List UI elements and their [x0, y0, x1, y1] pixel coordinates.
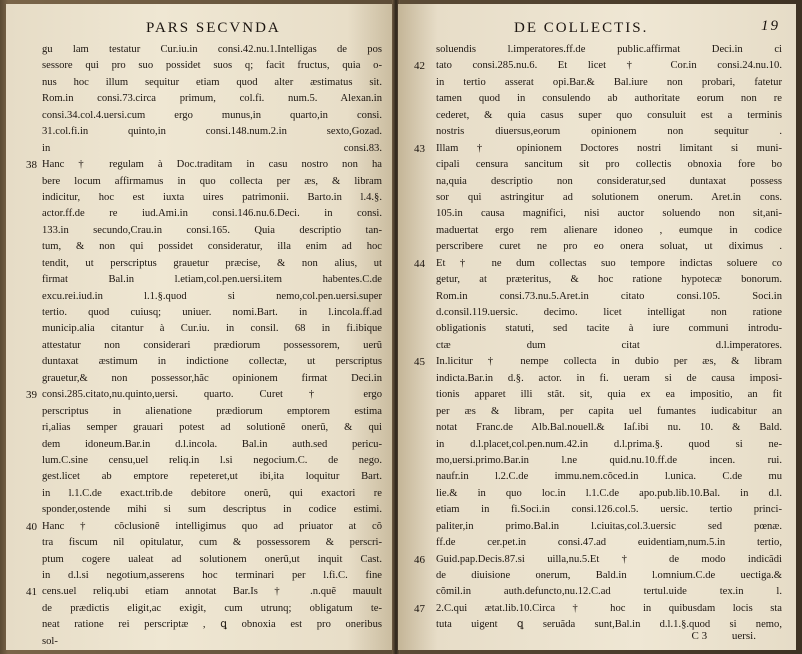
line-text: firmat Bal.in l.etiam,col.pen.uersi.item habentes.C.de [42, 274, 382, 286]
text-line [26, 371, 382, 387]
line-text: tionis apparet illi stãt. sit, quia ex ea impositio, an fit [436, 389, 782, 401]
page-number: 19 [761, 18, 780, 34]
line-text: notat Franc.de Alb.Bal.nouell.& Iaſ.ibi nu. 10. & Bald. [436, 422, 782, 434]
text-line [26, 634, 382, 650]
line-text: de prædictis eligit,ac exigit, cum utrunq; obligatum te- [42, 602, 382, 614]
line-text: gu lam testatur Cur.iu.in consi.42.nu.1.Intelligas de pos [42, 44, 382, 55]
line-text: soluendis l.imperatores.ff.de public.affirmat Deci.in ci [436, 44, 782, 55]
line-text: gest.licet ab emptore repeteret,ut ibi,ita loquitur Bart. [42, 471, 382, 483]
text-line [26, 502, 382, 518]
text-line [414, 141, 782, 157]
line-text: tum, & non qui possidet consideratur, illa enim ad hoc [42, 241, 382, 253]
marginal-number: 39 [26, 389, 37, 402]
text-line [414, 338, 782, 354]
line-text: ff.de cer.pet.in consi.47.ad euidentiam,num.5.in tertio, [436, 537, 782, 549]
line-text: in consi.83. [42, 142, 382, 154]
left-text-block [26, 42, 382, 650]
text-line [26, 568, 382, 584]
line-text: cõmil.in auth.defuncto,nu.12.C.ad tertul.uide tex.in l. [436, 586, 782, 598]
line-text: tamen quod in consulendo ab authoritate eorum non re [436, 93, 782, 105]
line-text: lie.& in quo loc.in l.1.C.de apo.pub.lib.10.Bal. in d.l. [436, 487, 782, 499]
line-text: in d.l.si negotium,asserens hoc terminari per l.fi.C. fine [42, 570, 382, 581]
text-line [26, 338, 382, 354]
line-text: consi.34.col.4.uersi.cum ergo munus,in quarto,in consi. [42, 109, 382, 121]
left-page-title: PARS SECVNDA [146, 20, 281, 36]
right-text-block [414, 42, 782, 634]
text-line [414, 321, 782, 337]
text-line [26, 141, 382, 157]
line-text: sol- [42, 635, 58, 647]
text-line [26, 42, 382, 58]
text-line [414, 486, 782, 502]
text-line [26, 239, 382, 255]
line-text: tendit, ut perscriptus grauetur præcise, & non alius, ut [42, 257, 382, 269]
line-text: indicitur, hoc est iuxta uires patrimonii. Barto.in l.4.§. [42, 191, 382, 203]
left-running-head [26, 18, 382, 42]
signature-mark: C 3 [691, 630, 708, 642]
text-line [26, 256, 382, 272]
page-footer [670, 630, 756, 642]
line-text: tra fiscum nil opitulatur, cum & possessorem & perscri- [42, 537, 382, 549]
line-text: cederet, & quia casus super quo consuluit est a terminis [436, 109, 782, 121]
text-line [414, 371, 782, 387]
text-line [26, 157, 382, 173]
line-text: perscriptus in alienatione prædiorum emptorem estima [42, 405, 382, 417]
text-line [414, 404, 782, 420]
text-line [414, 535, 782, 551]
marginal-number: 41 [26, 586, 37, 599]
line-text: duntaxat æstimum in indictione collectæ, ut perscriptus [42, 356, 382, 368]
text-line [414, 584, 782, 600]
line-text: tuta uigent ꝗ seruãda sunt,Bal.in d.l.1.§.quod si nemo, [436, 619, 782, 631]
text-line [414, 42, 782, 58]
text-line [26, 321, 382, 337]
line-text: maduertat ergo rem alienare idoneo , eumque in codice [436, 224, 782, 236]
line-text: Hanc † cõclusionẽ intelligimus quo ad priuator at cõ [42, 520, 382, 532]
marginal-number: 44 [414, 257, 425, 270]
marginal-number: 42 [414, 60, 425, 73]
text-line [26, 601, 382, 617]
line-text: excu.rei.iud.in l.1.§.quod si nemo,col.pen.uersi.super [42, 290, 382, 302]
text-line [414, 190, 782, 206]
line-text: 105.in causa magnifici, nisi auctor soluendo non sit,ani- [436, 208, 782, 220]
line-text: naufr.in l.2.C.de immu.nem.cõced.in l.unica. C.de mu [436, 471, 782, 483]
marginal-number: 38 [26, 159, 37, 172]
line-text: Et † ne dum collectas suo tempore indictas soluere co [436, 257, 782, 269]
text-line [26, 617, 382, 633]
text-line [26, 354, 382, 370]
text-line [414, 519, 782, 535]
text-line [414, 174, 782, 190]
line-text: dem idoneum.Bar.in d.l.incola. Bal.in auth.sed pericu- [42, 438, 382, 450]
text-line [414, 387, 782, 403]
text-line [26, 387, 382, 403]
left-page [6, 4, 394, 650]
line-text: attestatur non considerari prædiorum possessorem, uerũ [42, 339, 382, 351]
line-text: bere locum affirmamus in quo collecta per æs, & libram [42, 175, 382, 187]
text-line [414, 256, 782, 272]
line-text: ctæ dum citat d.l.imperatores. [436, 339, 782, 351]
line-text: consi.285.citato,nu.quinto,uersi. quarto. Curet † ergo [42, 389, 382, 401]
line-text: 2.C.qui ætat.lib.10.Circa † hoc in quibusdam locis sta [436, 602, 782, 614]
text-line [26, 420, 382, 436]
text-line [414, 453, 782, 469]
line-text: in tertio asserat opi.Bar.& Bal.iure non probari, fatetur [436, 76, 782, 88]
text-line [414, 568, 782, 584]
text-line [414, 75, 782, 91]
text-line [414, 124, 782, 140]
text-line [26, 486, 382, 502]
text-line [26, 272, 382, 288]
line-text: sessore qui pro suo possidet suos q; facit fructus, quia o- [42, 60, 382, 72]
text-line [414, 469, 782, 485]
line-text: ptum cogere ualeat ad solutionem onerũ,ut inquit Cast. [42, 553, 382, 565]
line-text: Rom.in consi.73.nu.5.Aret.in citato consi.105. Soci.in [436, 290, 782, 302]
text-line [414, 223, 782, 239]
line-text: actor.ff.de re iud.Ami.in consi.146.nu.6.Deci. in consi. [42, 208, 382, 220]
text-line [26, 108, 382, 124]
text-line [26, 124, 382, 140]
catchword: uersi. [731, 630, 756, 642]
line-text: ri,alias semper grauari potest ad solutionẽ onerũ, & qui [42, 422, 382, 434]
text-line [414, 239, 782, 255]
line-text: getur, at præteritus, & hoc ratione hypotecæ bonorum. [436, 274, 782, 286]
line-text: neat ratione rei perscriptæ , ꝗ obnoxia est pro oneribus [42, 619, 382, 631]
marginal-number: 43 [414, 142, 425, 155]
text-line [414, 552, 782, 568]
line-text: municip.alia citantur à Cur.iu. in consil. 68 in fi.ibique [42, 323, 382, 335]
text-line [414, 420, 782, 436]
line-text: Illam † opinionem Doctores nostri limitant si muni- [436, 142, 782, 154]
text-line [26, 91, 382, 107]
text-line [26, 305, 382, 321]
line-text: sponder,ostende mihi si sum descriptus in codice estimi. [42, 504, 382, 516]
line-text: de diuisione onerum, Bald.in l.omnium.C.de uectiga.& [436, 570, 782, 581]
line-text: na,quia descriptio non consideratur,sed duntaxat possess [436, 175, 782, 187]
marginal-number: 45 [414, 356, 425, 369]
text-line [414, 502, 782, 518]
text-line [26, 223, 382, 239]
line-text: Rom.in consi.73.circa primum, col.fi. num.5. Alexan.in [42, 93, 382, 105]
line-text: cens.uel reliq.ubi etiam annotat Bar.Is † .n.quẽ mauult [42, 586, 382, 598]
line-text: In.licitur † nempe collecta in dubio per æs, & libram [436, 356, 782, 368]
text-line [414, 91, 782, 107]
line-text: Hanc † regulam à Doc.traditam in casu nostro non ha [42, 159, 382, 171]
text-line [26, 453, 382, 469]
line-text: sor qui astringitur ad solutionem onerum. Aret.in cons. [436, 191, 782, 203]
line-text: paliter,in primo.Bal.in l.ciuitas,col.3.uersic sed pœnæ. [436, 520, 782, 532]
text-line [26, 552, 382, 568]
line-text: cipali censura sancitum sit pro collectis obnoxia fore bo [436, 159, 782, 171]
text-line [26, 206, 382, 222]
marginal-number: 40 [26, 520, 37, 533]
text-line [26, 535, 382, 551]
right-running-head [414, 18, 782, 42]
line-text: 133.in secundo,Crau.in consi.165. Quia descriptio tan- [42, 224, 382, 236]
line-text: per æs & libram, per capita uel fumantes iudicabitur an [436, 405, 782, 417]
line-text: in l.1.C.de exact.trib.de debitore onerũ, qui exactori re [42, 487, 382, 499]
line-text: indicta.Bar.in d.§. actor. in fi. ueram si de causa imposi- [436, 372, 782, 384]
text-line [414, 272, 782, 288]
line-text: mo,uersi.primo.Bar.in l.ne quid.nu.10.ff.de incen. rui. [436, 454, 782, 466]
right-page [398, 4, 796, 650]
line-text: obligationis statuti, sed tacite à iure communi introdu- [436, 323, 782, 335]
text-line [414, 354, 782, 370]
text-line [26, 190, 382, 206]
line-text: Guid.pap.Decis.87.si uilla,nu.5.Et † de modo indicãdi [436, 553, 782, 565]
text-line [414, 289, 782, 305]
line-text: tertio. quod cuiusq; uniuer. nomi.Bart. in l.incola.ff.ad [42, 307, 382, 318]
text-line [414, 58, 782, 74]
text-line [26, 174, 382, 190]
text-line [26, 584, 382, 600]
line-text: perscribere curet ne pro eo onera soluat, ut diximus . [436, 241, 782, 253]
text-line [414, 206, 782, 222]
line-text: grauetur,& non possessor,hãc opinionem firmat Deci.in [42, 372, 382, 384]
text-line [26, 404, 382, 420]
text-line [26, 75, 382, 91]
line-text: d.consil.119.uersic. decimo. licet intelligat non ratione [436, 307, 782, 318]
text-line [26, 437, 382, 453]
marginal-number: 47 [414, 602, 425, 615]
text-line [26, 469, 382, 485]
line-text: in d.l.placet,col.pen.num.42.in d.l.prima.§. quod si ne- [436, 438, 782, 450]
right-page-title: DE COLLECTIS. [514, 20, 649, 36]
line-text: nostris diuersus,eorum opinionem non sequitur . [436, 126, 782, 138]
line-text: etiam in fi.Soci.in consi.126.col.5. uersic. tertio princi- [436, 504, 782, 516]
text-line [414, 601, 782, 617]
line-text: 31.col.fi.in quinto,in consi.148.num.2.in sexto,Gozad. [42, 126, 382, 138]
text-line [414, 157, 782, 173]
text-line [26, 519, 382, 535]
line-text: lum.C.sine censu,uel reliq.in l.si negocium.C. de nego. [42, 454, 382, 466]
text-line [414, 437, 782, 453]
line-text: nus hoc illum sequitur etiam quod alter æstimatus sit. [42, 76, 382, 88]
text-line [26, 289, 382, 305]
text-line [414, 305, 782, 321]
line-text: tato consi.285.nu.6. Et licet † Cor.in consi.24.nu.10. [436, 60, 782, 72]
text-line [414, 108, 782, 124]
text-line [26, 58, 382, 74]
marginal-number: 46 [414, 553, 425, 566]
